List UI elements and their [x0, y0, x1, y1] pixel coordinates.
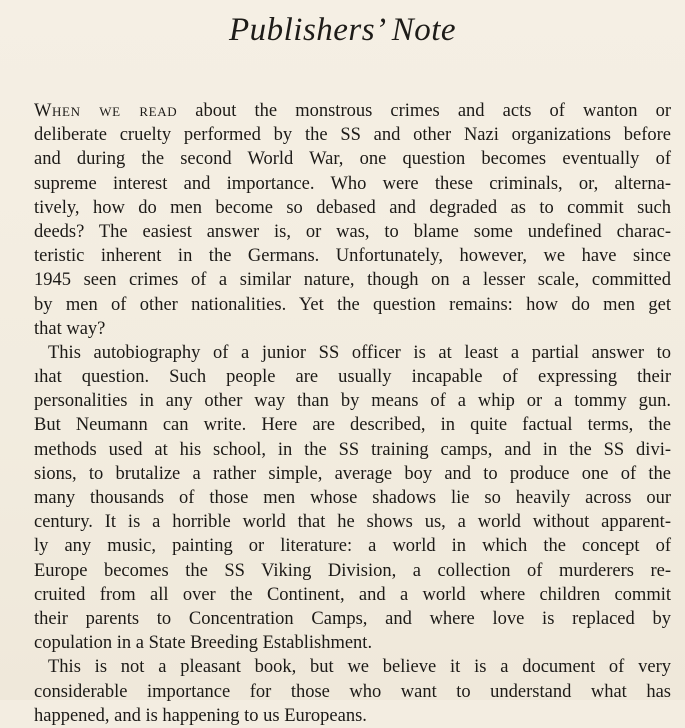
- text-line: happened, and is happening to us Europeans.: [34, 705, 367, 726]
- text-line: century. It is a horrible world that he shows us, a world without apparent-: [34, 512, 671, 533]
- text-line: considerable importance for those who want to understand what has: [34, 681, 671, 702]
- text-line: ly any music, painting or literature: a world in which the concept of: [34, 536, 671, 557]
- text-line: cruited from all over the Continent, and a world where children commit: [34, 584, 671, 605]
- text-line: and during the second World War, one question becomes eventually of: [34, 149, 671, 170]
- text-line: deliberate cruelty performed by the SS and other Nazi organizations before: [34, 125, 671, 146]
- page-title: Publishers’ Note: [228, 12, 457, 48]
- text-line: many thousands of those men whose shadows lie so heavily across our: [34, 488, 671, 508]
- text-line: Europe becomes the SS Viking Division, a collection of murderers re-: [34, 560, 671, 581]
- text-line: by men of other nationalities. Yet the question remains: how do men get: [34, 294, 671, 315]
- text-line: deeds? The easiest answer is, or was, to blame some undefined charac-: [34, 221, 671, 242]
- note-body: [34, 99, 671, 728]
- text-line: personalities in any other way than by means of a whip or a tommy gun.: [34, 391, 671, 412]
- text-line: sions, to brutalize a rather simple, average boy and to produce one of the: [34, 463, 671, 484]
- text-line: teristic inherent in the Germans. Unfortunately, however, we have since: [34, 246, 671, 267]
- text-line: their parents to Concentration Camps, and where love is replaced by: [34, 608, 671, 629]
- text-line: ıhat question. Such people are usually incapable of expressing their: [34, 367, 671, 388]
- text-line: tively, how do men become so debased and degraded as to commit such: [34, 197, 671, 218]
- text-line: When we read about the monstrous crimes and acts of wanton or: [34, 101, 672, 121]
- text-line: This is not a pleasant book, but we believe it is a document of very: [48, 657, 671, 678]
- text-line: This autobiography of a junior SS officer is at least a partial answer to: [48, 342, 671, 363]
- text-line: copulation in a State Breeding Establishment.: [34, 633, 373, 654]
- text-line: methods used at his school, in the SS training camps, and in the SS divi-: [34, 439, 671, 460]
- text-line: But Neumann can write. Here are described, in quite factual terms, the: [34, 415, 671, 436]
- opening-small-caps: When we read: [34, 101, 178, 121]
- text-line: that way?: [34, 318, 106, 339]
- text-line: 1945 seen crimes of a similar nature, though on a lesser scale, committed: [34, 270, 671, 291]
- text-line: supreme interest and importance. Who were these criminals, or, alterna-: [34, 173, 671, 194]
